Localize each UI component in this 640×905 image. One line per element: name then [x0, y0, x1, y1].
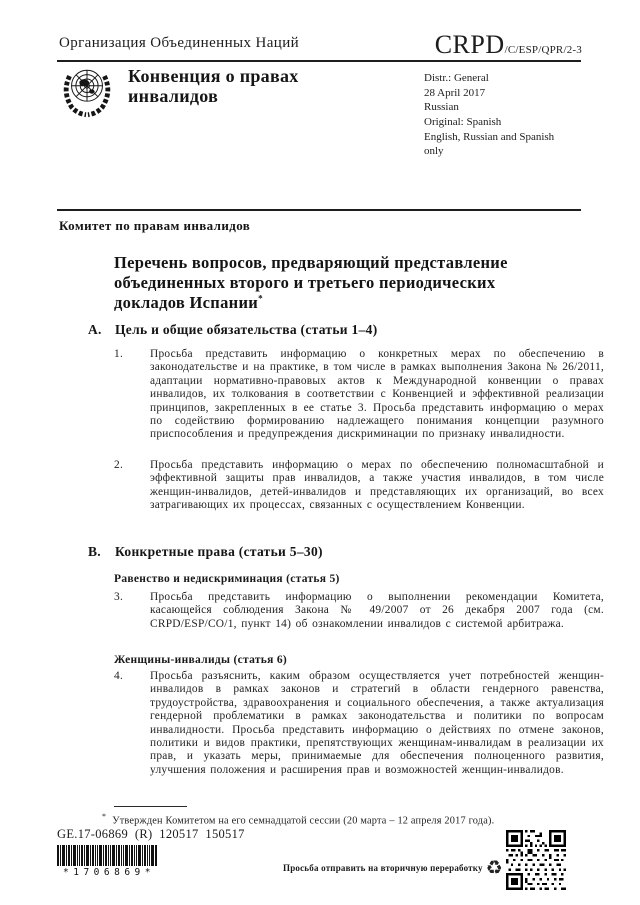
- language-line: Russian: [424, 101, 459, 114]
- publication-title: [128, 66, 299, 106]
- committee-name: Комитет по правам инвалидов: [59, 218, 251, 233]
- title-footnote-marker: *: [258, 293, 263, 304]
- recycle-icon: ♻: [485, 857, 503, 879]
- footnote-marker: *: [102, 812, 107, 821]
- paragraph-1: [114, 348, 604, 442]
- distribution-block: [424, 71, 554, 159]
- paragraph-4-text: Просьба разъяснить, каким образом осуществляется учет потребностей женщин-инвалидов в рамках законов и стратегий в области гендерного равенства, трудоустройства, здравоохранения и социального обеспечения, а также актуализация гендерной проблематики в рамках законодательства и политики по вопросам инвалидности. Просьба представить информацию о действиях по отмене законов, политики и видов практики, препятствующих женщинам-инвалидам в реализации их прав, и указать меры, принимаемые для обеспечения полноценного развития, улучшения положения и расширения прав и возможностей женщин-инвалидов.: [150, 670, 604, 776]
- distr-line: Distr.: General: [424, 72, 489, 84]
- recycle-notice: [283, 858, 503, 878]
- ge-reference: GE.17-06869 (R) 120517 150517: [57, 827, 245, 841]
- section-a-heading: [88, 322, 378, 338]
- paragraph-4-number: 4.: [114, 670, 124, 682]
- paragraph-4: [114, 670, 604, 777]
- paragraph-3: [114, 591, 604, 631]
- barcode-number: *1706869*: [63, 867, 155, 878]
- original-language-line: Original: Spanish: [424, 115, 502, 128]
- paragraph-2-number: 2.: [114, 459, 124, 471]
- footnote-divider: [114, 806, 187, 807]
- paragraph-3-text: Просьба представить информацию о выполнении рекомендации Комитета, касающейся соблюдения Закона № 49/2007 от 26 декабря 2007 года (см. CRPD/ESP/CO/1, пункт 14) об ознакомлении инвалидов с системой арбитража.: [150, 591, 604, 630]
- section-a-label: А.: [88, 322, 102, 337]
- paragraph-1-number: 1.: [114, 348, 124, 360]
- paragraph-2-text: Просьба представить информацию о мерах по обеспечению полномасштабной и эффективной защиты прав инвалидов, а также участия инвалидов, в том числе женщин-инвалидов, детей-инвалидов и представляющих их организаций, во всех затрагивающих их процессах, связанных с осуществлением Конвенции.: [150, 459, 604, 512]
- languages-note-line2: only: [424, 145, 444, 158]
- recycle-note-text: Просьба отправить на вторичную переработку: [283, 863, 483, 873]
- section-b-heading: [88, 544, 323, 560]
- document-title-text: Перечень вопросов, предваряющий представление объединенных второго и третьего периодических докладов Испании: [114, 253, 508, 313]
- publication-title-line1: Конвенция о правах: [128, 66, 299, 86]
- paragraph-1-text: Просьба представить информацию о конкретных мерах по обеспечению в законодательстве и на практике, в том числе в рамках выполнения Закона № 26/2011, адаптации нормативно-правовых актов к Международной конвенции о правах инвалидов, их толкования в соответствии с Конвенцией и эффективной реализации принципов, закрепленных в ее статье 3. Просьба представить информацию о мерах по содействию формированию надлежащего понимания концепции разумного приспособления и предупреждения дискриминации по признаку инвалидности.: [150, 348, 604, 441]
- document-symbol-main: CRPD: [434, 30, 505, 59]
- footnote: [102, 812, 584, 826]
- section-a-title: Цель и общие обязательства (статьи 1–4): [115, 322, 378, 337]
- org-name: Организация Объединенных Наций: [59, 35, 300, 51]
- paragraph-2: [114, 459, 604, 513]
- document-symbol-suffix: /C/ESP/QPR/2-3: [504, 44, 582, 56]
- un-emblem-icon: [58, 65, 116, 120]
- section-divider: [57, 209, 581, 211]
- barcode: [57, 845, 157, 866]
- footnote-text: Утвержден Комитетом на его семнадцатой сессии (20 марта – 12 апреля 2017 года).: [112, 815, 495, 827]
- document-symbol: [435, 30, 582, 60]
- date-line: 28 April 2017: [424, 86, 486, 99]
- publication-title-line2: инвалидов: [128, 86, 219, 107]
- document-title: [114, 253, 566, 313]
- section-b-title: Конкретные права (статьи 5–30): [115, 544, 323, 559]
- subheading-equality: Равенство и недискриминация (статья 5): [114, 573, 340, 585]
- languages-note-line1: English, Russian and Spanish: [424, 130, 555, 143]
- paragraph-3-number: 3.: [114, 591, 124, 603]
- masthead-divider: [57, 60, 581, 62]
- subheading-women: Женщины-инвалиды (статья 6): [114, 654, 288, 666]
- qr-code: [506, 830, 566, 890]
- section-b-label: В.: [88, 544, 101, 559]
